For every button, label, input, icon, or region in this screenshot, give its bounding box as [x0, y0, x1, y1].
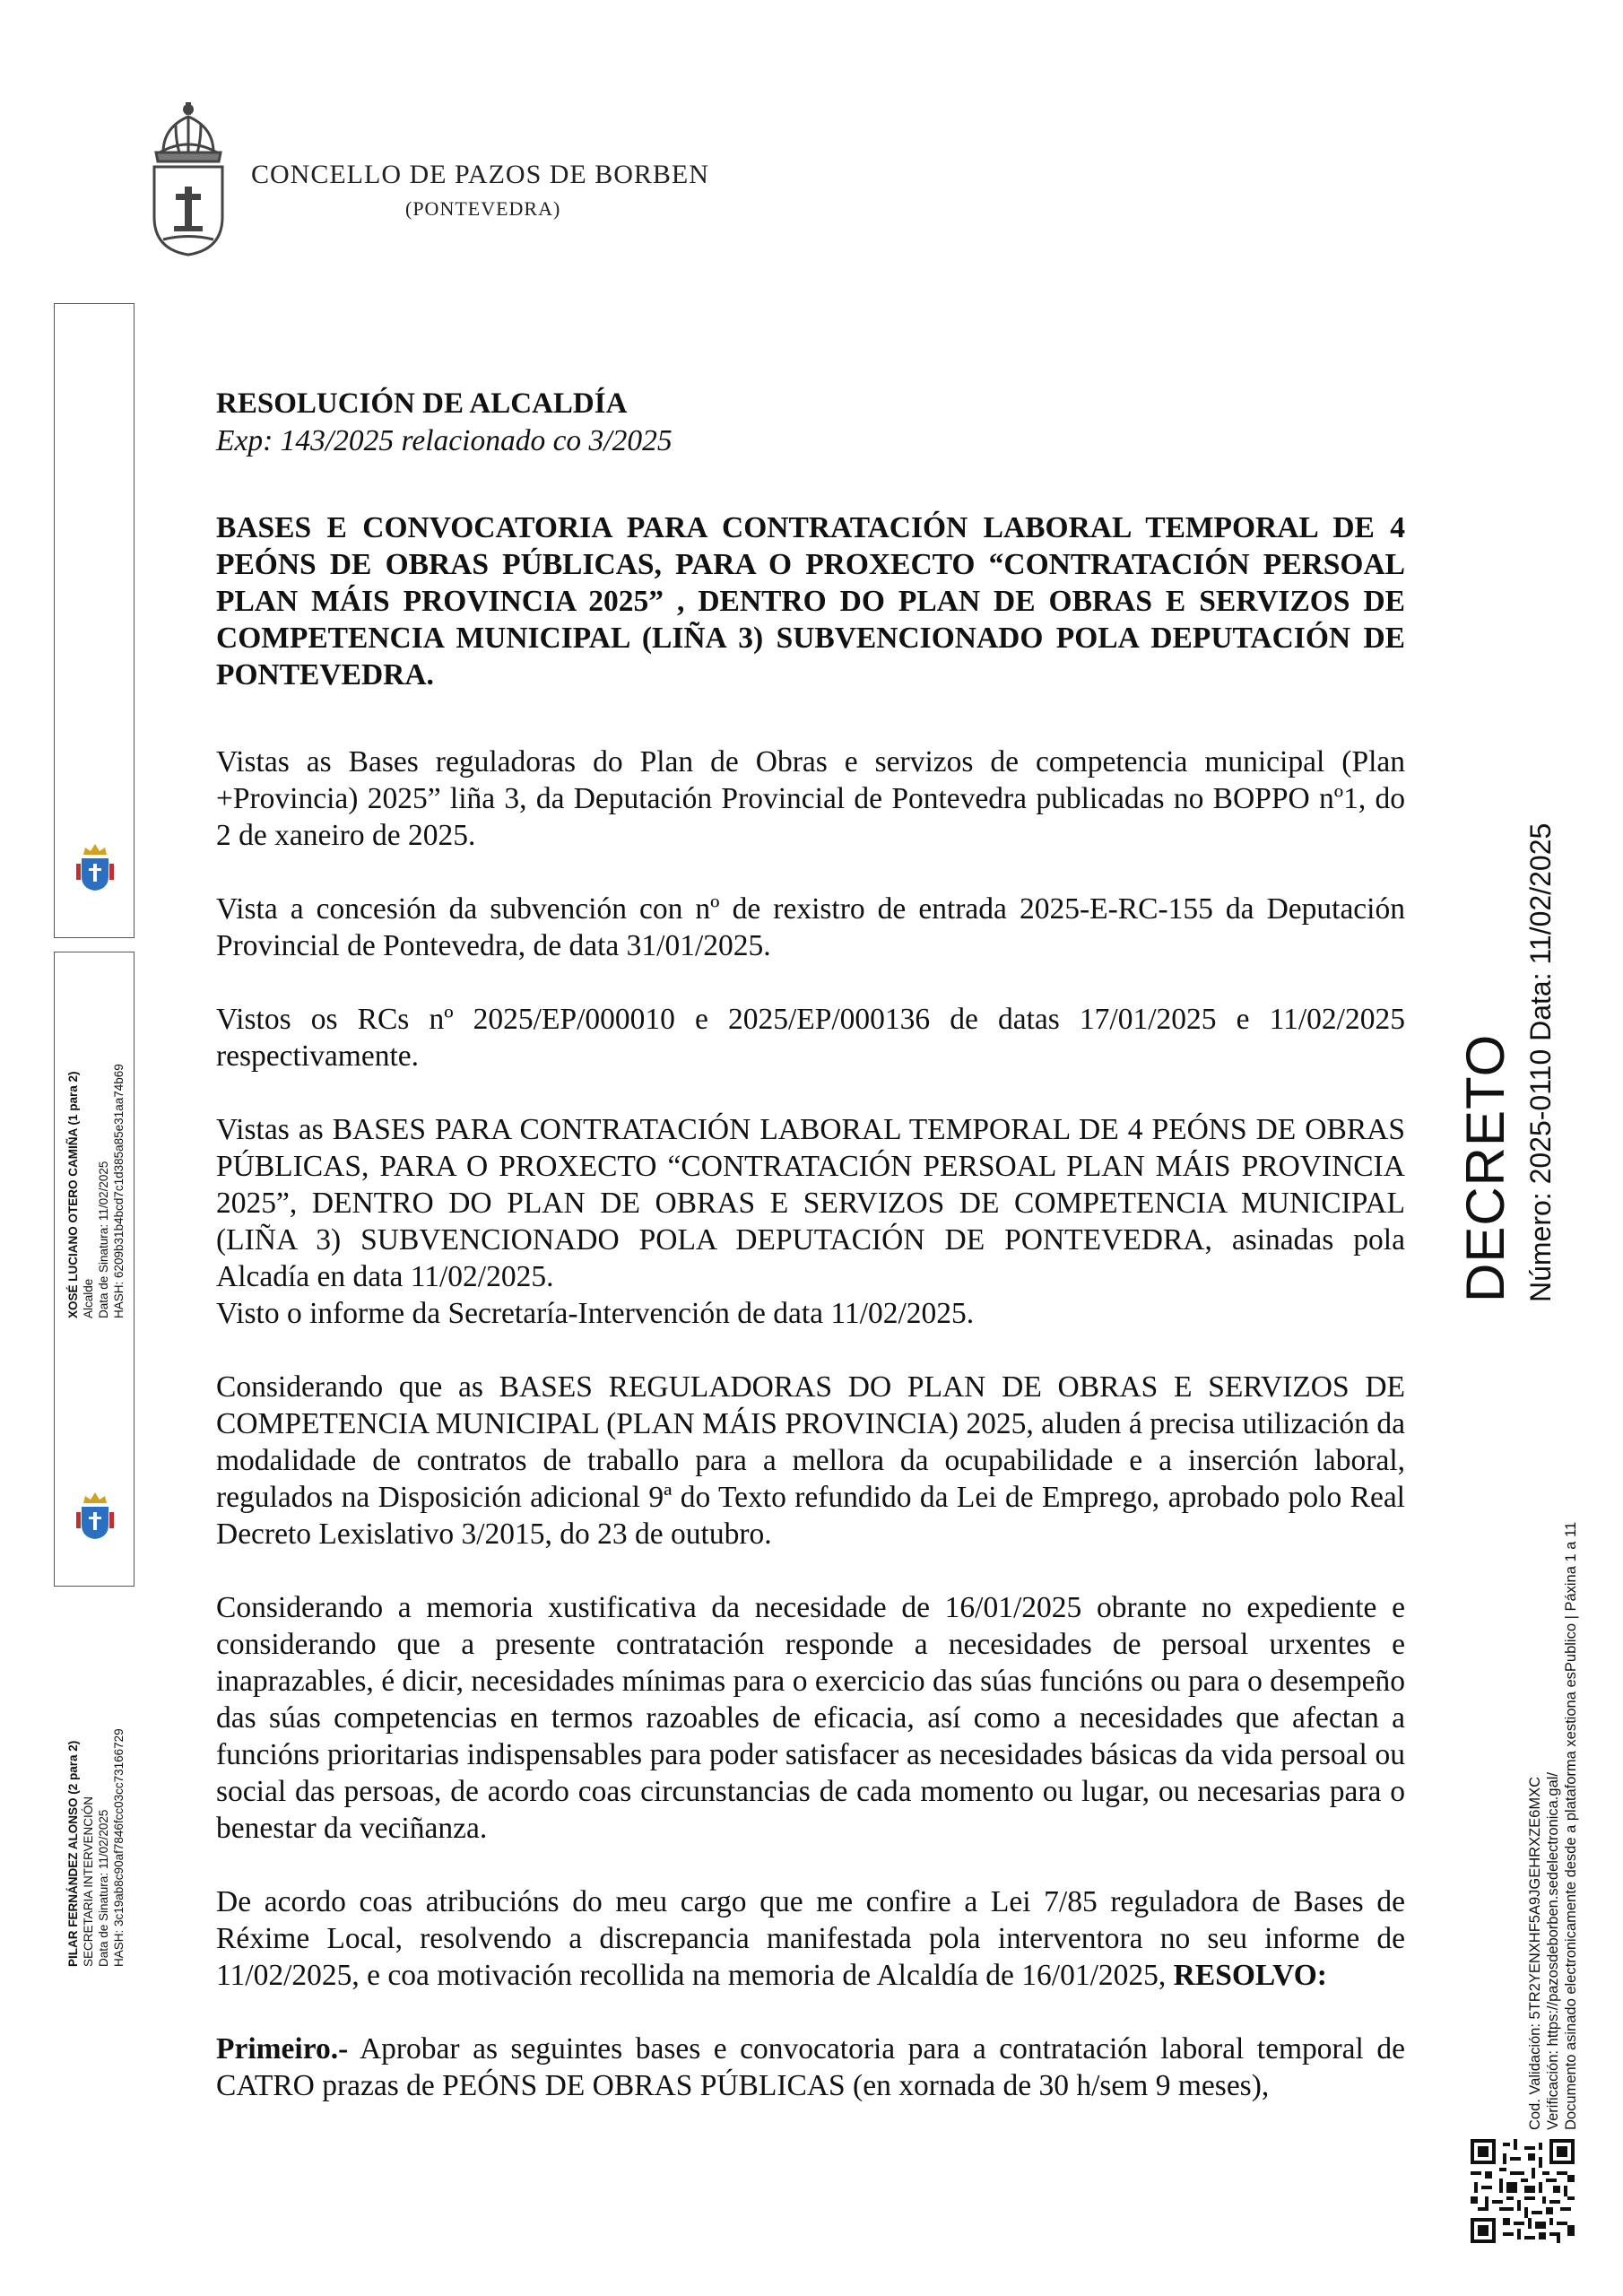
org-name: CONCELLO DE PAZOS DE BORBEN [251, 160, 709, 189]
resolvo-label: RESOLVO: [1173, 1959, 1327, 1992]
signature-box-2 [54, 952, 135, 1967]
organization-header [251, 160, 709, 221]
paragraph-rcs: Vistos os RCs nº 2025/EP/000010 e 2025/EP/000136 de datas 17/01/2025 e 11/02/2025 respectivamente. [216, 1003, 1405, 1073]
signer-role: Alcalde [82, 1278, 95, 1318]
signature-seal-icon [74, 1487, 116, 1541]
decreto-number-date: Número: 2025-0110 Data: 11/02/2025 [1524, 822, 1557, 1302]
municipal-crest-logo [143, 100, 233, 257]
validation-block [1526, 1522, 1580, 2130]
platform-note: Documento asinado electronicamente desde a plataforma xestiona esPublico | Páxina 1 a 11 [1563, 1521, 1579, 2130]
signer-role: SECRETARIA INTERVENCIÓN [82, 1796, 95, 1967]
paragraph-considerando-2: Considerando a memoria xustificativa da necesidade de 16/01/2025 obrante no expediente e considerando que a presente contratación responde a necesidades de persoal urxentes e inaprazables, é dicir, necesidades mínimas para o exercicio das súas funcións ou para o desempeño das súas competencias en termos razoables de eficacia, así como a necesidades que afectan a funcións prioritarias indispensables para poder satisfacer as necesidades básicas da vida persoal ou social das persoas, de acordo coas circunstancias de cada momento ou lugar, ou necesarias para o benestar da veciñanza. [216, 1591, 1405, 1845]
paragraph-resolvo [216, 1883, 1405, 1994]
decreto-label: DECRETO [1455, 1033, 1515, 1302]
paragraph-primeiro-text: Aprobar as seguintes bases e convocatoria para a contratación laboral temporal de CATRO prazas de PEÓNS DE OBRAS PÚBLICAS (en xornada de 30 h/sem 9 meses), [216, 2032, 1405, 2102]
signature-hash: HASH: 6209b31b4bcd7c1d385a85e31aa74b69 [112, 1064, 126, 1318]
validation-code: Cod. Validación: 5TR2YENXHF5A9JGEHRXZE6MXC [1527, 1776, 1543, 2130]
paragraph-informe: Visto o informe da Secretaría-Intervención de data 11/02/2025. [216, 1297, 975, 1330]
document-body [216, 386, 1405, 2141]
paragraph-primeiro [216, 2031, 1405, 2104]
paragraph-subvencion: Vista a concesión da subvención con nº de rexistro de entrada 2025-E-RC-155 da Deputación Provincial de Pontevedra, de data 31/01/2025. [216, 892, 1405, 962]
paragraph-vistas-bases: Vistas as BASES PARA CONTRATACIÓN LABORAL TEMPORAL DE 4 PEÓNS DE OBRAS PÚBLICAS, PARA O PROXECTO “CONTRATACIÓN PERSOAL PLAN MÁIS PROVINCIA 2025”, DENTRO DO PLAN DE OBRAS E SERVIZOS DE COMPETENCIA MUNICIPAL (LIÑA 3) SUBVENCIONADO POLA DEPUTACIÓN DE PONTEVEDRA, asinadas pola Alcadía en data 11/02/2025. [216, 1113, 1405, 1293]
org-region: (PONTEVEDRA) [405, 197, 561, 220]
verification-url: Verificación: https://pazosdeborben.sedelectronica.gal/ [1545, 1772, 1561, 2130]
signature-seal-icon [74, 839, 116, 892]
document-title: RESOLUCIÓN DE ALCALDÍA [216, 387, 628, 420]
paragraph-resolvo-text: De acordo coas atribucións do meu cargo que me confire a Lei 7/85 reguladora de Bases de Réxime Local, resolvendo a discrepancia manifestada pola interventora no seu informe de 11/02/2025, e coa motivación recollida na memoria de Alcaldía de 16/01/2025, [216, 1885, 1405, 1992]
qr-code-icon [1471, 2139, 1575, 2243]
paragraph-considerando-1: Considerando que as BASES REGULADORAS DO PLAN DE OBRAS E SERVIZOS DE COMPETENCIA MUNICIPAL (PLAN MÁIS PROVINCIA) 2025, aluden á precisa utilización da modalidade de contratos de traballo para a mellora da ocupabilidade e a inserción laboral, regulados na Disposición adicional 9ª do Texto refundido da Lei de Emprego, aprobado polo Real Decreto Lexislativo 3/2015, do 23 de outubro. [216, 1370, 1405, 1551]
signature-date: Data de Sinatura: 11/02/2025 [97, 1161, 110, 1318]
paragraph-bases: Vistas as Bases reguladoras do Plan de Obras e servizos de competencia municipal (Plan +Provincia) 2025” liña 3, da Deputación Provincial de Pontevedra publicadas no BOPPO nº1, do 2 de xaneiro de 2025. [216, 745, 1405, 852]
expedient-reference: Exp: 143/2025 relacionado co 3/2025 [216, 424, 673, 457]
signer-name: XOSÉ LUCIANO OTERO CAMIÑA (1 para 2) [66, 1071, 80, 1318]
primeiro-label: Primeiro.- [216, 2032, 349, 2066]
signature-box-1 [54, 303, 135, 1318]
document-heading: BASES E CONVOCATORIA PARA CONTRATACIÓN LABORAL TEMPORAL DE 4 PEÓNS DE OBRAS PÚBLICAS, PARA O PROXECTO “CONTRATACIÓN PERSOAL PLAN MÁIS PROVINCIA 2025” , DENTRO DO PLAN DE OBRAS E SERVIZOS DE COMPETENCIA MUNICIPAL (LIÑA 3) SUBVENCIONADO POLA DEPUTACIÓN DE PONTEVEDRA. [216, 511, 1405, 691]
signer-name: PILAR FERNÁNDEZ ALONSO (2 para 2) [66, 1740, 80, 1967]
signature-hash: HASH: 3c19ab8c90af7846fcc03cc73166729 [112, 1728, 126, 1967]
signature-date: Data de Sinatura: 11/02/2025 [97, 1809, 110, 1967]
